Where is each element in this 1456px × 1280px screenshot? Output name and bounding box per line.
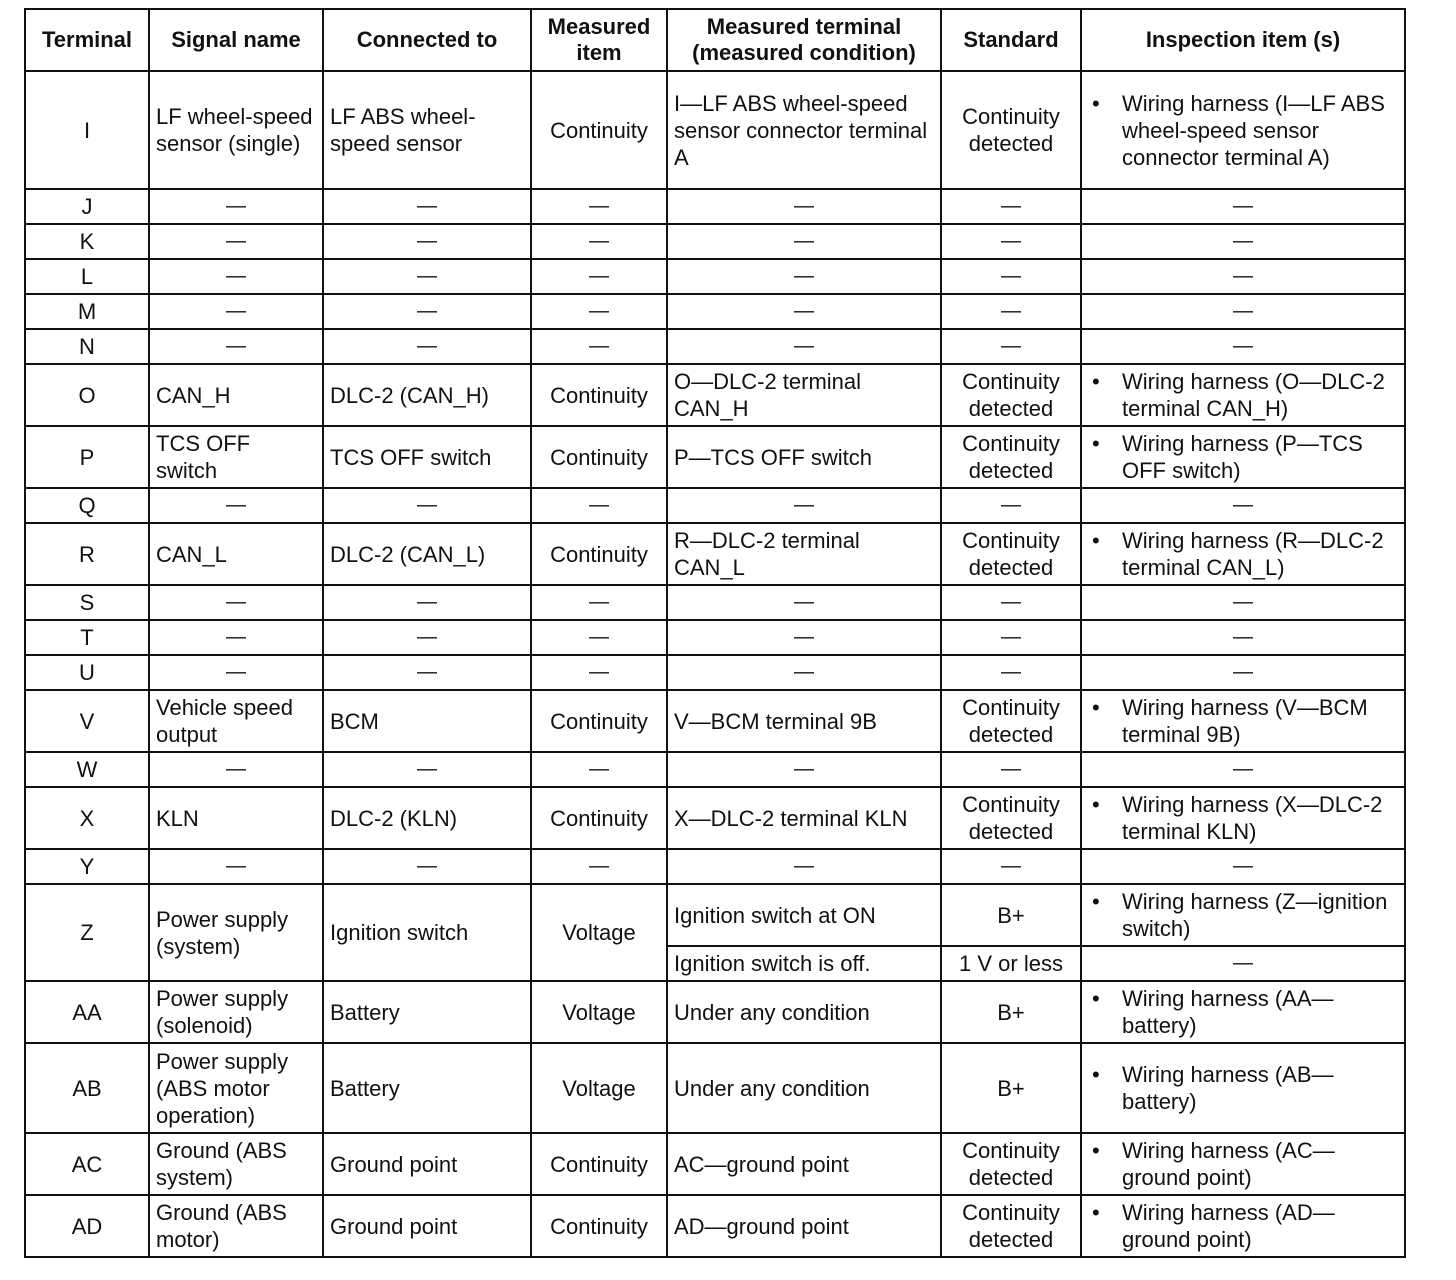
inspection-item-cell: — xyxy=(1081,620,1405,655)
bullet-icon: • xyxy=(1092,1200,1100,1225)
table-row xyxy=(25,364,1405,426)
standard-cell: — xyxy=(941,752,1081,787)
inspection-item-cell: — xyxy=(1081,849,1405,884)
signal-name-cell: — xyxy=(149,585,323,620)
table-row xyxy=(25,294,1405,329)
table-row xyxy=(25,1043,1405,1133)
standard-cell: — xyxy=(941,189,1081,224)
terminal-cell: M xyxy=(25,294,149,329)
measured-terminal-cell: — xyxy=(667,189,941,224)
standard-cell: Continuity detected xyxy=(941,1195,1081,1257)
terminal-cell: S xyxy=(25,585,149,620)
table-row xyxy=(25,71,1405,189)
signal-name-cell: TCS OFF switch xyxy=(149,426,323,488)
inspection-item-cell: — xyxy=(1081,946,1405,981)
inspection-table-container xyxy=(24,8,1404,1258)
measured-terminal-cell: — xyxy=(667,294,941,329)
terminal-cell: R xyxy=(25,523,149,585)
table-row xyxy=(25,488,1405,523)
signal-name-cell: — xyxy=(149,259,323,294)
table-row xyxy=(25,787,1405,849)
standard-cell: Continuity detected xyxy=(941,787,1081,849)
inspection-item xyxy=(1088,1061,1398,1115)
standard-cell: Continuity detected xyxy=(941,690,1081,752)
inspection-item-cell: — xyxy=(1081,329,1405,364)
measured-terminal-cell: X—DLC-2 terminal KLN xyxy=(667,787,941,849)
terminal-cell: Y xyxy=(25,849,149,884)
inspection-item-text: Wiring harness (AD—ground point) xyxy=(1122,1200,1335,1252)
standard-cell: B+ xyxy=(941,884,1081,946)
measured-terminal-cell: R—DLC-2 terminal CAN_L xyxy=(667,523,941,585)
measured-terminal-cell: — xyxy=(667,620,941,655)
terminal-cell: O xyxy=(25,364,149,426)
measured-item-cell: — xyxy=(531,620,667,655)
table-row xyxy=(25,329,1405,364)
measured-item-cell: — xyxy=(531,488,667,523)
inspection-item-text: Wiring harness (AA—battery) xyxy=(1122,986,1334,1038)
terminal-cell: X xyxy=(25,787,149,849)
signal-name-cell: Power supply (system) xyxy=(149,884,323,981)
connected-to-cell: Ground point xyxy=(323,1195,531,1257)
table-row xyxy=(25,690,1405,752)
table-row xyxy=(25,620,1405,655)
measured-item-cell: — xyxy=(531,752,667,787)
bullet-icon: • xyxy=(1092,986,1100,1011)
standard-cell: — xyxy=(941,329,1081,364)
measured-item-cell: — xyxy=(531,224,667,259)
measured-terminal-cell: V—BCM terminal 9B xyxy=(667,690,941,752)
standard-cell: — xyxy=(941,585,1081,620)
inspection-item xyxy=(1088,90,1398,171)
table-row xyxy=(25,849,1405,884)
inspection-item-text: Wiring harness (V—BCM terminal 9B) xyxy=(1122,695,1368,747)
inspection-item-cell: — xyxy=(1081,488,1405,523)
signal-name-cell: CAN_H xyxy=(149,364,323,426)
inspection-item xyxy=(1088,985,1398,1039)
inspection-item-text: Wiring harness (AC—ground point) xyxy=(1122,1138,1335,1190)
inspection-item-cell xyxy=(1081,1195,1405,1257)
connected-to-cell: TCS OFF switch xyxy=(323,426,531,488)
measured-terminal-cell: O—DLC-2 terminal CAN_H xyxy=(667,364,941,426)
inspection-item-cell xyxy=(1081,787,1405,849)
connected-to-cell: LF ABS wheel-speed sensor xyxy=(323,71,531,189)
inspection-item-text: Wiring harness (Z—ignition switch) xyxy=(1122,889,1388,941)
table-row xyxy=(25,981,1405,1043)
measured-item-cell: — xyxy=(531,189,667,224)
connected-to-cell: — xyxy=(323,294,531,329)
terminal-cell: T xyxy=(25,620,149,655)
standard-cell: B+ xyxy=(941,1043,1081,1133)
signal-name-cell: Ground (ABS motor) xyxy=(149,1195,323,1257)
measured-terminal-cell: — xyxy=(667,585,941,620)
inspection-item-cell: — xyxy=(1081,189,1405,224)
table-row xyxy=(25,752,1405,787)
connected-to-cell: — xyxy=(323,752,531,787)
table-row xyxy=(25,259,1405,294)
signal-name-cell: — xyxy=(149,488,323,523)
terminal-inspection-table xyxy=(24,8,1406,1258)
header-terminal: Terminal xyxy=(25,9,149,71)
inspection-item-text: Wiring harness (I—LF ABS wheel-speed sensor connector terminal A) xyxy=(1122,90,1385,170)
measured-terminal-cell: — xyxy=(667,849,941,884)
signal-name-cell: — xyxy=(149,329,323,364)
signal-name-cell: Ground (ABS system) xyxy=(149,1133,323,1195)
inspection-item-cell xyxy=(1081,364,1405,426)
standard-cell: — xyxy=(941,488,1081,523)
connected-to-cell: — xyxy=(323,849,531,884)
standard-cell: B+ xyxy=(941,981,1081,1043)
standard-cell: 1 V or less xyxy=(941,946,1081,981)
inspection-item xyxy=(1088,1199,1398,1253)
connected-to-cell: — xyxy=(323,224,531,259)
table-row xyxy=(25,224,1405,259)
bullet-icon: • xyxy=(1092,1062,1100,1087)
measured-item-cell: — xyxy=(531,655,667,690)
measured-terminal-cell: AC—ground point xyxy=(667,1133,941,1195)
measured-item-cell: Continuity xyxy=(531,364,667,426)
measured-terminal-cell: Under any condition xyxy=(667,981,941,1043)
measured-item-cell: — xyxy=(531,329,667,364)
inspection-item xyxy=(1088,527,1398,581)
standard-cell: — xyxy=(941,224,1081,259)
measured-terminal-cell: — xyxy=(667,655,941,690)
measured-terminal-cell: — xyxy=(667,224,941,259)
table-row xyxy=(25,189,1405,224)
inspection-item-cell: — xyxy=(1081,655,1405,690)
inspection-item-cell: — xyxy=(1081,259,1405,294)
measured-item-cell: — xyxy=(531,259,667,294)
connected-to-cell: — xyxy=(323,329,531,364)
connected-to-cell: Battery xyxy=(323,981,531,1043)
measured-item-cell: Voltage xyxy=(531,981,667,1043)
terminal-cell: Z xyxy=(25,884,149,981)
signal-name-cell: CAN_L xyxy=(149,523,323,585)
terminal-cell: U xyxy=(25,655,149,690)
table-body xyxy=(25,71,1405,1257)
measured-terminal-cell: P—TCS OFF switch xyxy=(667,426,941,488)
inspection-item-text: Wiring harness (O—DLC-2 terminal CAN_H) xyxy=(1122,369,1385,421)
connected-to-cell: — xyxy=(323,655,531,690)
inspection-item-cell xyxy=(1081,690,1405,752)
inspection-item-text: Wiring harness (P—TCS OFF switch) xyxy=(1122,431,1363,483)
measured-terminal-cell: I—LF ABS wheel-speed sensor connector terminal A xyxy=(667,71,941,189)
measured-terminal-cell: Under any condition xyxy=(667,1043,941,1133)
signal-name-cell: LF wheel-speed sensor (single) xyxy=(149,71,323,189)
inspection-item-text: Wiring harness (X—DLC-2 terminal KLN) xyxy=(1122,792,1383,844)
bullet-icon: • xyxy=(1092,1138,1100,1163)
measured-item-cell: Continuity xyxy=(531,1195,667,1257)
signal-name-cell: Vehicle speed output xyxy=(149,690,323,752)
standard-cell: — xyxy=(941,259,1081,294)
bullet-icon: • xyxy=(1092,792,1100,817)
measured-terminal-cell: Ignition switch at ON xyxy=(667,884,941,946)
measured-item-cell: — xyxy=(531,849,667,884)
terminal-cell: AA xyxy=(25,981,149,1043)
connected-to-cell: Ground point xyxy=(323,1133,531,1195)
table-row xyxy=(25,655,1405,690)
signal-name-cell: — xyxy=(149,752,323,787)
header-measured-terminal: Measured terminal (measured condition) xyxy=(667,9,941,71)
standard-cell: Continuity detected xyxy=(941,1133,1081,1195)
table-row xyxy=(25,1133,1405,1195)
measured-item-cell: — xyxy=(531,294,667,329)
inspection-item-cell xyxy=(1081,523,1405,585)
connected-to-cell: — xyxy=(323,620,531,655)
inspection-item-cell xyxy=(1081,1043,1405,1133)
inspection-item-text: Wiring harness (R—DLC-2 terminal CAN_L) xyxy=(1122,528,1384,580)
terminal-cell: K xyxy=(25,224,149,259)
inspection-item xyxy=(1088,694,1398,748)
terminal-cell: AD xyxy=(25,1195,149,1257)
measured-item-cell: Continuity xyxy=(531,1133,667,1195)
terminal-cell: I xyxy=(25,71,149,189)
measured-terminal-cell: Ignition switch is off. xyxy=(667,946,941,981)
terminal-cell: AB xyxy=(25,1043,149,1133)
terminal-cell: J xyxy=(25,189,149,224)
terminal-cell: V xyxy=(25,690,149,752)
inspection-item-cell xyxy=(1081,426,1405,488)
table-row xyxy=(25,585,1405,620)
connected-to-cell: DLC-2 (CAN_L) xyxy=(323,523,531,585)
measured-terminal-cell: — xyxy=(667,488,941,523)
inspection-item-cell xyxy=(1081,71,1405,189)
inspection-item-cell: — xyxy=(1081,294,1405,329)
header-inspection-items: Inspection item (s) xyxy=(1081,9,1405,71)
bullet-icon: • xyxy=(1092,369,1100,394)
terminal-cell: P xyxy=(25,426,149,488)
connected-to-cell: DLC-2 (KLN) xyxy=(323,787,531,849)
header-connected-to: Connected to xyxy=(323,9,531,71)
inspection-item-cell: — xyxy=(1081,224,1405,259)
signal-name-cell: — xyxy=(149,620,323,655)
measured-item-cell: Continuity xyxy=(531,71,667,189)
inspection-item-cell: — xyxy=(1081,752,1405,787)
standard-cell: Continuity detected xyxy=(941,426,1081,488)
inspection-item-cell xyxy=(1081,981,1405,1043)
signal-name-cell: — xyxy=(149,655,323,690)
measured-item-cell: — xyxy=(531,585,667,620)
connected-to-cell: — xyxy=(323,585,531,620)
bullet-icon: • xyxy=(1092,431,1100,456)
standard-cell: Continuity detected xyxy=(941,523,1081,585)
signal-name-cell: Power supply (ABS motor operation) xyxy=(149,1043,323,1133)
signal-name-cell: — xyxy=(149,189,323,224)
inspection-item xyxy=(1088,430,1398,484)
measured-item-cell: Voltage xyxy=(531,884,667,981)
table-row xyxy=(25,884,1405,946)
table-row xyxy=(25,523,1405,585)
terminal-cell: N xyxy=(25,329,149,364)
bullet-icon: • xyxy=(1092,695,1100,720)
terminal-cell: W xyxy=(25,752,149,787)
inspection-item-cell: — xyxy=(1081,585,1405,620)
header-row xyxy=(25,9,1405,71)
signal-name-cell: — xyxy=(149,849,323,884)
inspection-item xyxy=(1088,1137,1398,1191)
header-standard: Standard xyxy=(941,9,1081,71)
standard-cell: — xyxy=(941,849,1081,884)
bullet-icon: • xyxy=(1092,889,1100,914)
signal-name-cell: — xyxy=(149,224,323,259)
inspection-item-cell xyxy=(1081,884,1405,946)
measured-terminal-cell: — xyxy=(667,752,941,787)
connected-to-cell: — xyxy=(323,488,531,523)
connected-to-cell: — xyxy=(323,189,531,224)
connected-to-cell: BCM xyxy=(323,690,531,752)
connected-to-cell: Battery xyxy=(323,1043,531,1133)
connected-to-cell: Ignition switch xyxy=(323,884,531,981)
measured-terminal-cell: — xyxy=(667,259,941,294)
connected-to-cell: — xyxy=(323,259,531,294)
signal-name-cell: — xyxy=(149,294,323,329)
inspection-item xyxy=(1088,888,1398,942)
inspection-item xyxy=(1088,791,1398,845)
inspection-item-text: Wiring harness (AB—battery) xyxy=(1122,1062,1334,1114)
standard-cell: — xyxy=(941,620,1081,655)
measured-item-cell: Continuity xyxy=(531,523,667,585)
measured-terminal-cell: — xyxy=(667,329,941,364)
standard-cell: — xyxy=(941,655,1081,690)
standard-cell: Continuity detected xyxy=(941,364,1081,426)
signal-name-cell: Power supply (solenoid) xyxy=(149,981,323,1043)
inspection-item xyxy=(1088,368,1398,422)
signal-name-cell: KLN xyxy=(149,787,323,849)
terminal-cell: L xyxy=(25,259,149,294)
measured-item-cell: Continuity xyxy=(531,787,667,849)
terminal-cell: AC xyxy=(25,1133,149,1195)
measured-item-cell: Continuity xyxy=(531,690,667,752)
standard-cell: Continuity detected xyxy=(941,71,1081,189)
table-row xyxy=(25,426,1405,488)
measured-item-cell: Continuity xyxy=(531,426,667,488)
connected-to-cell: DLC-2 (CAN_H) xyxy=(323,364,531,426)
header-measured-item: Measured item xyxy=(531,9,667,71)
header-signal-name: Signal name xyxy=(149,9,323,71)
standard-cell: — xyxy=(941,294,1081,329)
bullet-icon: • xyxy=(1092,90,1100,116)
table-row xyxy=(25,1195,1405,1257)
measured-item-cell: Voltage xyxy=(531,1043,667,1133)
terminal-cell: Q xyxy=(25,488,149,523)
inspection-item-cell xyxy=(1081,1133,1405,1195)
bullet-icon: • xyxy=(1092,528,1100,553)
measured-terminal-cell: AD—ground point xyxy=(667,1195,941,1257)
